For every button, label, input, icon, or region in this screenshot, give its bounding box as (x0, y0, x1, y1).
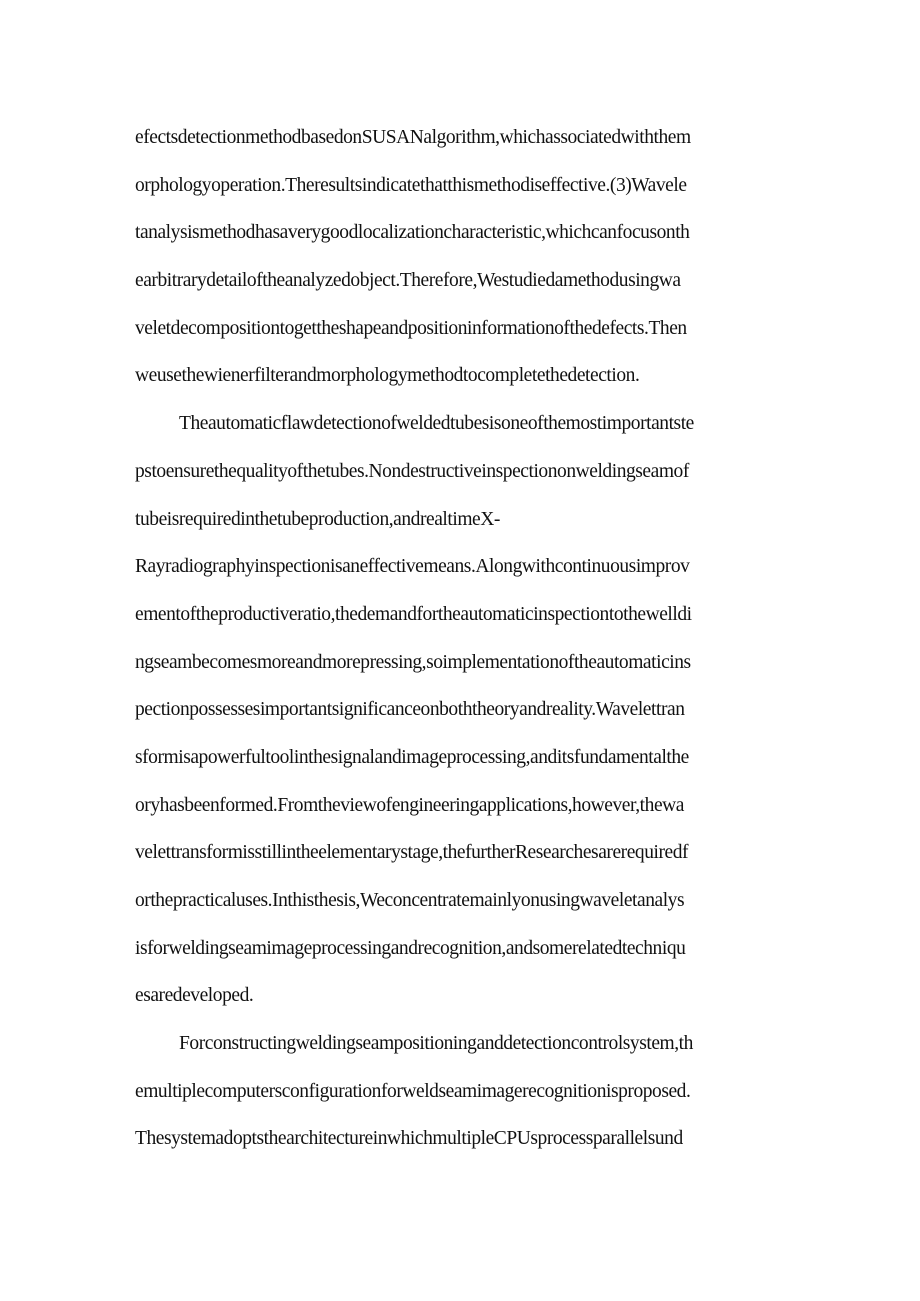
text-line: weusethewienerfilterandmorphologymethodtocompletethedetection. (135, 365, 640, 387)
paragraph-start-line: Forconstructingweldingseampositioninganddetectioncontrolsystem,th (179, 1033, 693, 1055)
text-line: tubeisrequiredinthetubeproduction,andrealtimeX- (135, 508, 500, 530)
text-line: orphologyoperation.Theresultsindicatethatthismethodiseffective.(3)Wavele (135, 174, 687, 196)
text-line: oryhasbeenformed.Fromtheviewofengineeringapplications,however,thewa (135, 794, 684, 816)
text-line: ngseambecomesmoreandmorepressing,soimplementationoftheautomaticins (135, 651, 691, 673)
text-line: orthepracticaluses.Inthisthesis,Weconcentratemainlyonusingwaveletanalys (135, 890, 685, 911)
text-line: isforweldingseamimageprocessingandrecognition,andsomerelatedtechniqu (135, 937, 686, 959)
text-line: velettransformisstillintheelementarystage,thefurtherResearchesarerequiredf (135, 842, 689, 864)
text-line: Rayradiographyinspectionisaneffectivemeans.Alongwithcontinuousimprov (135, 556, 690, 578)
text-line: pectionpossessesimportantsignificanceonboththeoryandreality.Wavelettran (135, 699, 685, 721)
text-line: ThesystemadoptsthearchitectureinwhichmultipleCPUsprocessparallelsund (135, 1128, 683, 1150)
text-line: tanalysismethodhasaverygoodlocalizationcharacteristic,whichcanfocusonth (135, 222, 690, 244)
text-line: emultiplecomputersconfigurationforweldseamimagerecognitionisproposed. (135, 1080, 691, 1102)
text-line: earbitrarydetailoftheanalyzedobject.Therefore,Westudiedamethodusingwa (135, 270, 681, 292)
text-line: efectsdetectionmethodbasedonSUSANalgorithm,whichassociatedwiththem (135, 127, 691, 148)
text-line: sformisapowerfultoolinthesignalandimageprocessing,anditsfundamentalthe (135, 746, 689, 768)
abstract-text-block (135, 114, 795, 1163)
text-line: pstoensurethequalityofthetubes.Nondestructiveinspectiononweldingseamof (135, 460, 689, 482)
text-line: veletdecompositiontogettheshapeandpositioninformationofthedefects.Then (135, 317, 687, 339)
text-line: esaredeveloped. (135, 985, 254, 1007)
text-line: ementoftheproductiveratio,thedemandfortheautomaticinspectiontothewelldi (135, 603, 692, 625)
paragraph-start-line: Theautomaticflawdetectionofweldedtubesisoneofthemostimportantste (179, 413, 694, 435)
